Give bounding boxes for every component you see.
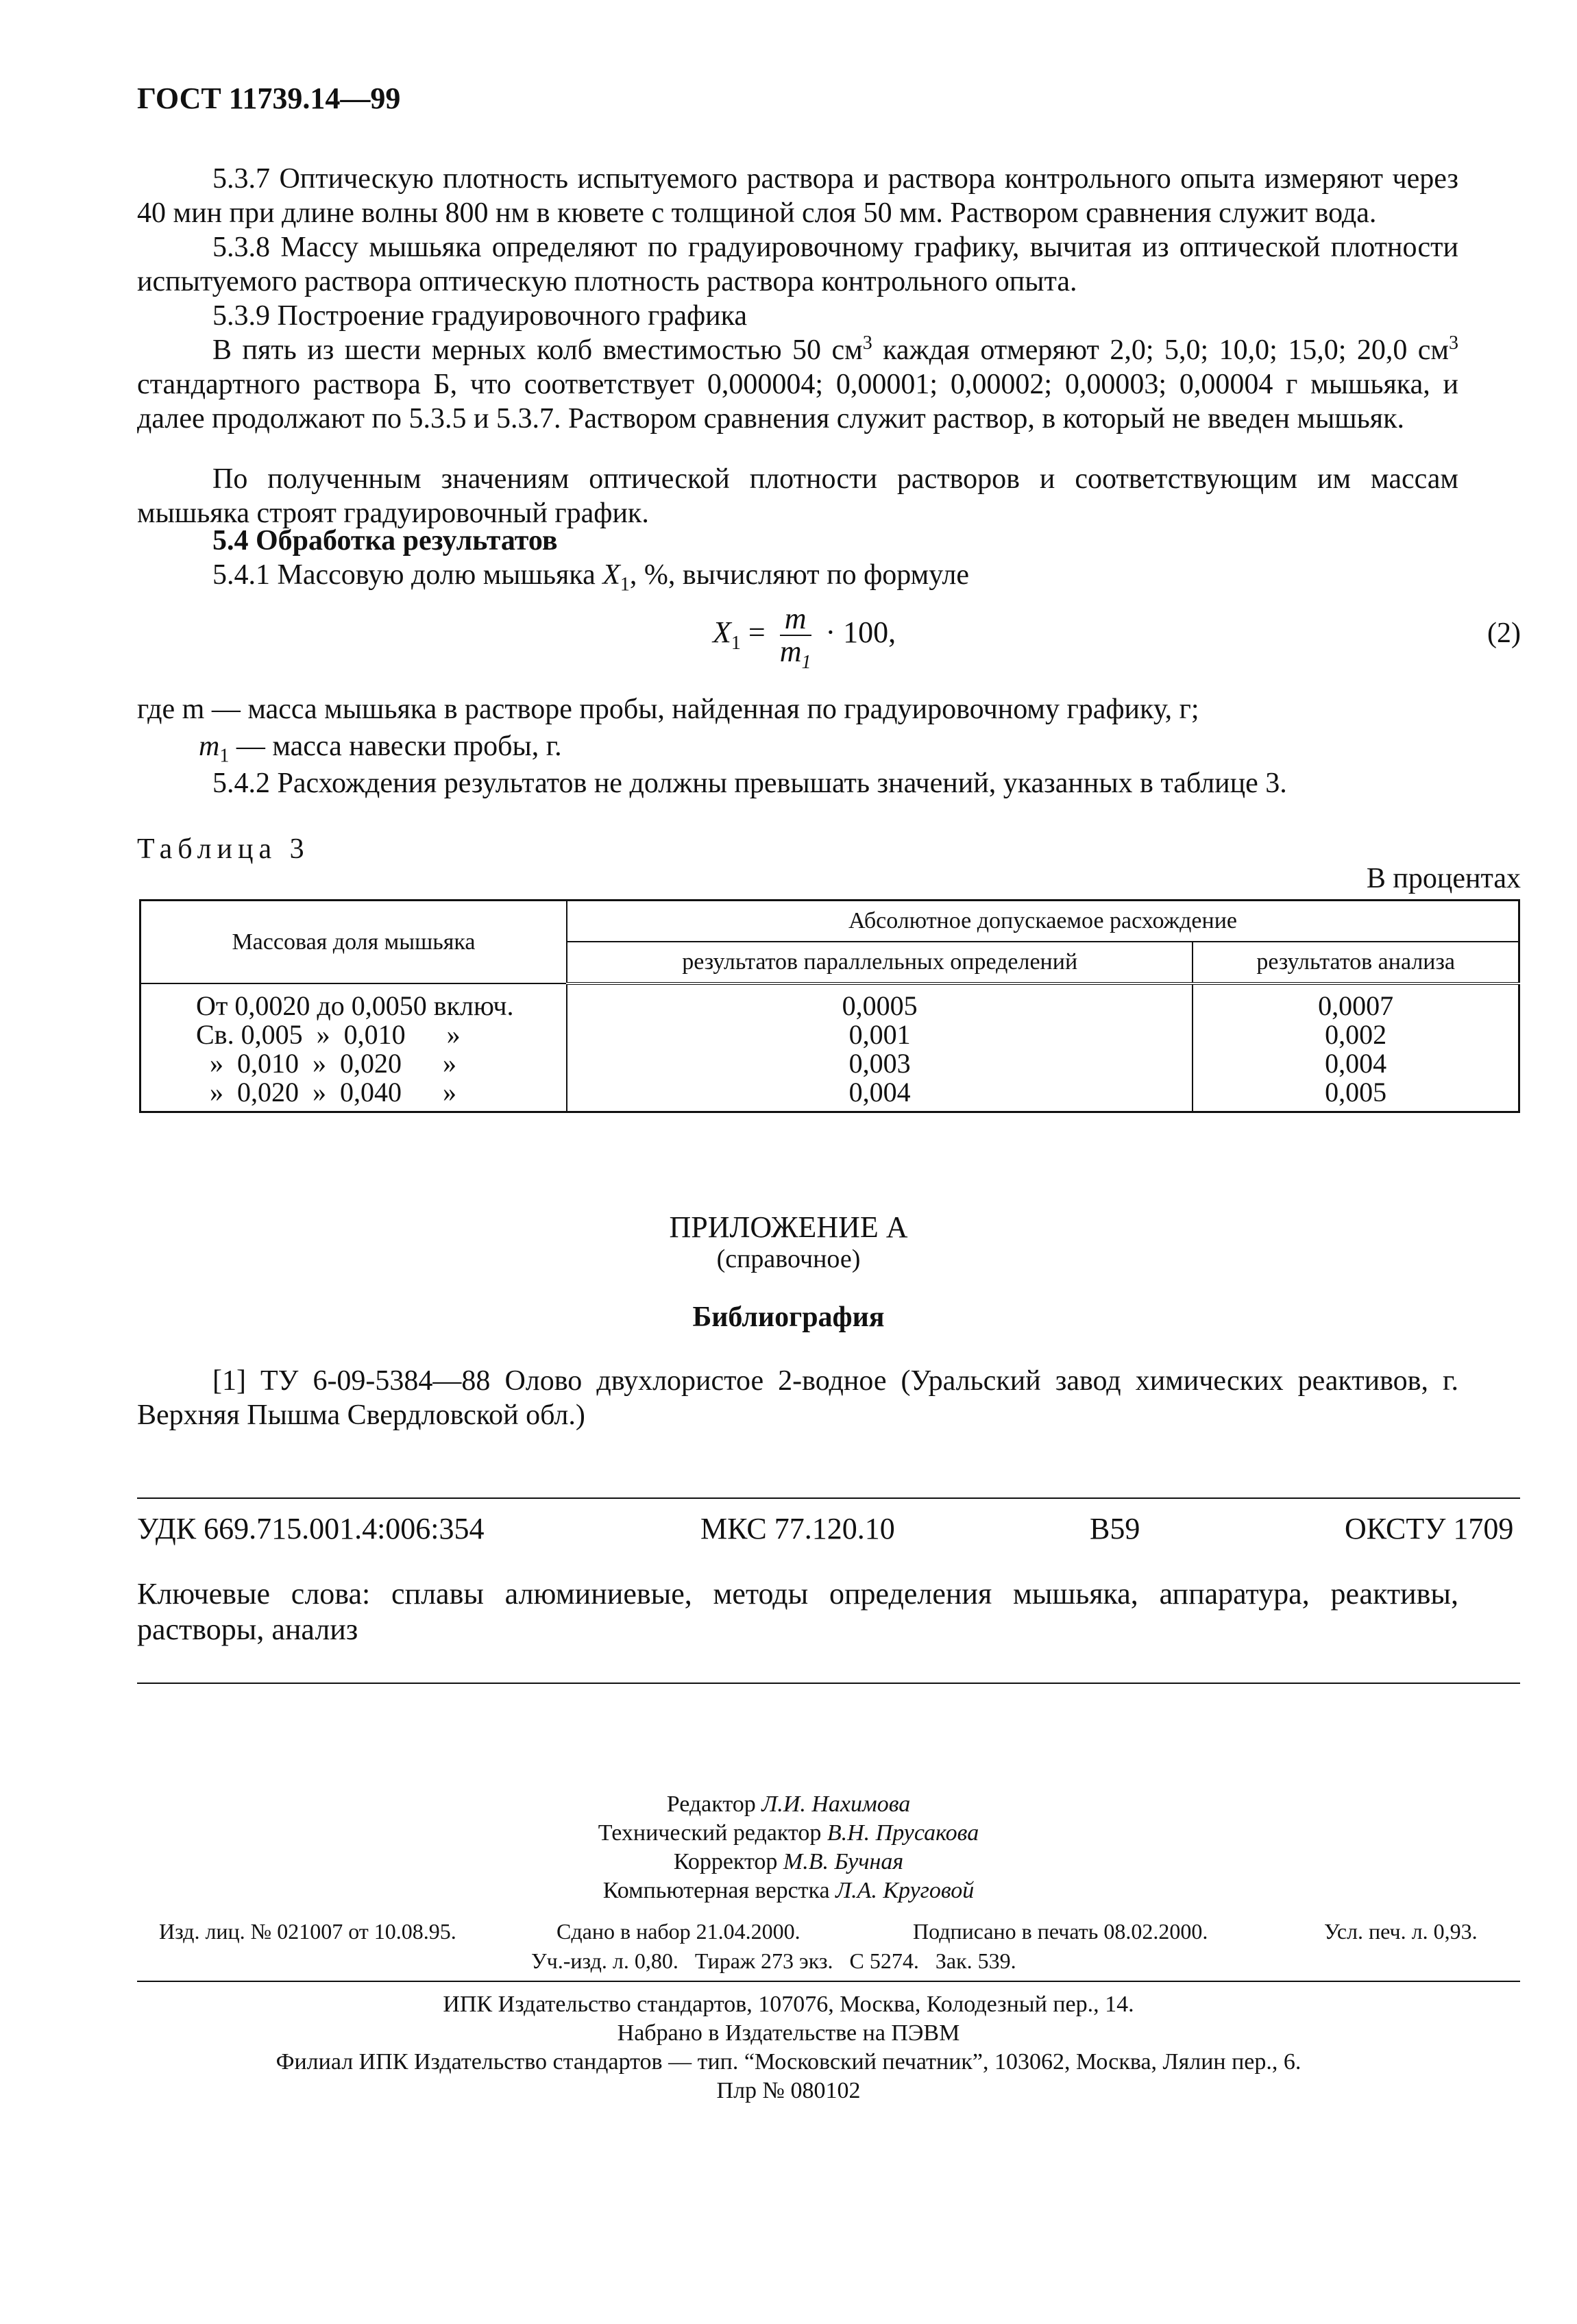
- plr-number: Плр № 080102: [716, 2078, 861, 2103]
- para-5-3-9-graph: По полученным значениям оптической плотности растворов и соответствующим им массам мышьяка строят градуировочный график.: [137, 463, 1458, 529]
- formula-number: (2): [1487, 617, 1521, 649]
- divider: [137, 1683, 1520, 1684]
- print-sheets: Усл. печ. л. 0,93.: [1324, 1919, 1478, 1944]
- para-5-3-7: 5.3.7 Оптическую плотность испытуемого раствора и раствора контрольного опыта измеряют через 40 мин при длине волны 800 нм в кювете с толщиной слоя 50 мм. Раствором сравнения служит вода.: [137, 163, 1458, 229]
- table-units: В процентах: [1366, 863, 1521, 894]
- typeset-note: Набрано в Издательстве на ПЭВМ: [617, 2020, 960, 2046]
- mks: МКС 77.120.10: [700, 1512, 895, 1545]
- imprint-line-2: Уч.-изд. л. 0,80. Тираж 273 экз. С 5274. Зак. 539.: [531, 1948, 1016, 1973]
- okstu: ОКСТУ 1709: [1345, 1512, 1514, 1545]
- credit-layout: Компьютерная верстка Л.А. Круговой: [602, 1878, 975, 1903]
- table-3: [139, 899, 1520, 1113]
- para-5-3-9-title: 5.3.9 Построение градуировочного графика: [212, 300, 748, 332]
- section-5-4-title: 5.4 Обработка результатов: [212, 525, 558, 556]
- para-5-4-1: 5.4.1 Массовую долю мышьяка $X_1$, %, вычисляют по формуле: [212, 559, 969, 596]
- para-5-4-2: 5.4.2 Расхождения результатов не должны превышать значений, указанных в таблице 3.: [212, 768, 1287, 799]
- where-m1: $m_1$ — масса навески пробы, г.: [199, 731, 562, 767]
- table-row: Св. 0,005 » 0,010 » 0,001 0,002: [140, 1020, 1519, 1049]
- udk: УДК 669.715.001.4:006:354: [137, 1512, 485, 1545]
- credit-tech-editor: Технический редактор В.Н. Прусакова: [598, 1820, 979, 1846]
- appendix-subtitle: (справочное): [716, 1245, 861, 1273]
- bibliography-entry: [1] ТУ 6-09-5384—88 Олово двухлористое 2-водное (Уральский завод химических реактивов, г. Верхняя Пышма Свердловской обл.): [137, 1365, 1458, 1431]
- table-row: От 0,0020 до 0,0050 включ. 0,0005 0,0007: [140, 983, 1519, 1020]
- credit-corrector: Корректор М.В. Бучная: [673, 1849, 904, 1874]
- license: Изд. лиц. № 021007 от 10.08.95.: [159, 1919, 456, 1944]
- keywords: Ключевые слова: сплавы алюминиевые, методы определения мышьяка, аппаратура, реактивы, растворы, анализ: [137, 1577, 1458, 1646]
- col-header-parallel: результатов параллельных определений: [567, 942, 1193, 983]
- branch-address: Филиал ИПК Издательство стандартов — тип. “Московский печатник”, 103062, Москва, Лялин пер., 6.: [276, 2049, 1301, 2075]
- para-5-3-9-body: В пять из шести мерных колб вместимостью 50 $см^3$ каждая отмеряют 2,0; 5,0; 10,0; 15,0; 20,0 $см^3$ стандартного раствора Б, что соответствует 0,000004; 0,00001; 0,00002; 0,00003; 0,00004 г мышьяка, и далее продолжают по 5.3.5 и 5.3.7. Раствором сравнения служит раствор, в который не введен мышьяк.: [137, 332, 1458, 435]
- publisher-address: ИПК Издательство стандартов, 107076, Москва, Колодезный пер., 14.: [443, 1992, 1134, 2017]
- where-m: где m — масса мышьяка в растворе пробы, найденная по градуировочному графику, г;: [137, 694, 1199, 725]
- bibliography-title: Библиография: [692, 1301, 885, 1333]
- sent-date: Сдано в набор 21.04.2000.: [557, 1919, 800, 1944]
- formula-2: $X_1$ = $\frac{m}{m_1}$ · 100,: [713, 602, 896, 673]
- document-id: ГОСТ 11739.14—99: [137, 82, 401, 115]
- para-5-3-8: 5.3.8 Массу мышьяка определяют по градуировочному графику, вычитая из оптической плотности испытуемого раствора оптическую плотность раствора контрольного опыта.: [137, 232, 1458, 297]
- table-row: » 0,020 » 0,040 » 0,004 0,005: [140, 1078, 1519, 1112]
- formula-fraction: $\frac{m}{m_1}$: [779, 602, 811, 673]
- signed-date: Подписано в печать 08.02.2000.: [913, 1919, 1208, 1944]
- appendix-title: ПРИЛОЖЕНИЕ А: [669, 1210, 908, 1244]
- credit-editor: Редактор Л.И. Нахимова: [666, 1791, 911, 1817]
- col-header-analysis: результатов анализа: [1193, 942, 1519, 983]
- code-b59: В59: [1090, 1512, 1140, 1545]
- col-header-group: Абсолютное допускаемое расхождение: [567, 901, 1519, 942]
- col-header-mass-fraction: Массовая доля мышьяка: [140, 901, 567, 984]
- table-row: » 0,010 » 0,020 » 0,003 0,004: [140, 1049, 1519, 1078]
- divider: [137, 1497, 1520, 1499]
- table-label: Таблица 3: [137, 833, 310, 865]
- divider: [137, 1981, 1520, 1982]
